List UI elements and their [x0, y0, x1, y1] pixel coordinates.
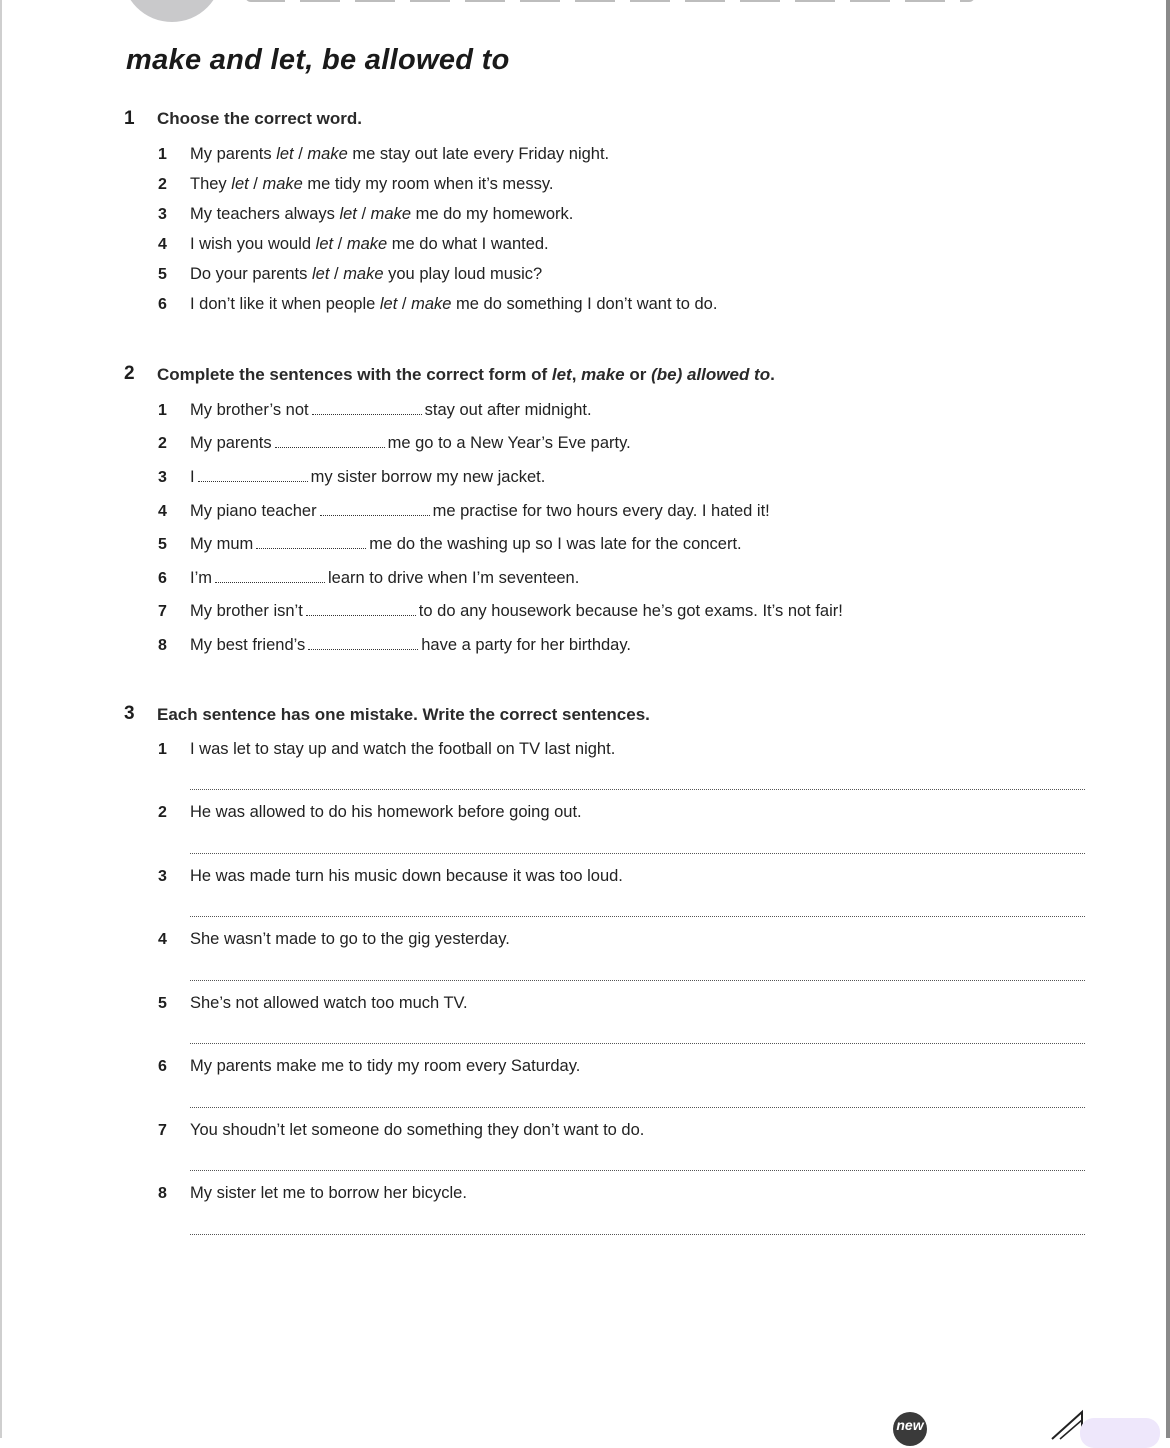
exercise-2-item — [158, 568, 579, 590]
answer-line[interactable] — [190, 853, 1085, 854]
item-number: 4 — [158, 503, 167, 520]
item-text: She wasn’t made to go to the gig yesterday. — [190, 930, 510, 948]
answer-blank[interactable] — [306, 601, 416, 616]
exercise-3-item — [158, 1184, 467, 1206]
exercise-2-item — [158, 467, 545, 489]
item-text: have a party for her birthday. — [421, 636, 631, 654]
item-text: stay out after midnight. — [424, 401, 592, 419]
option-separator: / — [293, 145, 308, 163]
item-number: 8 — [158, 637, 167, 654]
option-let[interactable]: let — [315, 235, 334, 253]
instruction-word-make: make — [581, 365, 625, 384]
item-text: learn to drive when I’m seventeen. — [328, 569, 580, 587]
item-text: My teachers always — [190, 205, 340, 223]
answer-line[interactable] — [190, 1234, 1085, 1235]
option-separator: / — [397, 295, 412, 313]
header-banner-cropped — [245, 0, 975, 2]
exercise-1-item — [158, 295, 717, 317]
item-text: You shoudn’t let someone do something they don’t want to do. — [190, 1121, 645, 1139]
option-let[interactable]: let — [231, 175, 249, 193]
instruction-word-allowed: (be) allowed to — [651, 365, 771, 384]
page-edge-right — [1166, 0, 1170, 1438]
item-number: 8 — [158, 1185, 167, 1202]
item-text: me do my homework. — [411, 205, 574, 223]
exercise-1-number: 1 — [124, 108, 135, 129]
item-number: 1 — [158, 146, 167, 163]
instruction-word-let: let — [551, 365, 572, 384]
item-text: me stay out late every Friday night. — [347, 145, 610, 163]
answer-line[interactable] — [190, 789, 1085, 790]
answer-line[interactable] — [190, 980, 1085, 981]
item-number: 6 — [158, 296, 167, 313]
option-separator: / — [248, 175, 263, 193]
answer-line[interactable] — [190, 1170, 1085, 1171]
answer-blank[interactable] — [320, 501, 430, 516]
item-text: I don’t like it when people — [190, 295, 380, 313]
item-number: 1 — [158, 402, 167, 419]
item-number: 5 — [158, 536, 167, 553]
exercise-2-item — [158, 433, 631, 455]
item-text: My parents make me to tidy my room every Saturday. — [190, 1057, 581, 1075]
answer-line[interactable] — [190, 1107, 1085, 1108]
item-text: He was allowed to do his homework before going out. — [190, 803, 582, 821]
instruction-text: Complete the sentences with the correct form of — [157, 365, 552, 384]
item-number: 1 — [158, 741, 167, 758]
item-text: My sister let me to borrow her bicycle. — [190, 1184, 467, 1202]
answer-line[interactable] — [190, 916, 1085, 917]
option-make[interactable]: make — [346, 235, 388, 253]
item-text: I — [190, 468, 195, 486]
item-text: My brother isn’t — [190, 602, 303, 620]
item-number: 2 — [158, 435, 167, 452]
exercise-2-item — [158, 635, 631, 657]
item-number: 5 — [158, 995, 167, 1012]
option-make[interactable]: make — [370, 205, 412, 223]
exercise-2-instruction — [157, 365, 775, 385]
answer-line[interactable] — [190, 1043, 1085, 1044]
item-text: me do the washing up so I was late for the concert. — [369, 535, 742, 553]
item-text: to do any housework because he’s got exams. It’s not fair! — [418, 602, 843, 620]
exercise-1-item — [158, 265, 542, 287]
item-number: 3 — [158, 206, 167, 223]
page-edge-left — [0, 0, 2, 1438]
option-make[interactable]: make — [411, 295, 452, 313]
item-text: me tidy my room when it’s messy. — [302, 175, 554, 193]
exercise-3-item — [158, 803, 582, 825]
exercise-3-item — [158, 930, 510, 952]
item-number: 6 — [158, 570, 167, 587]
item-text: I was let to stay up and watch the football on TV last night. — [190, 740, 616, 758]
item-text: My parents — [190, 434, 272, 452]
item-text: you play loud music? — [383, 265, 543, 283]
item-text: me do what I wanted. — [387, 235, 549, 253]
option-let[interactable]: let — [379, 295, 398, 313]
item-text: My best friend’s — [190, 636, 306, 654]
item-text: I wish you would — [190, 235, 316, 253]
exercise-2-number: 2 — [124, 363, 135, 384]
item-text: me go to a New Year’s Eve party. — [387, 434, 631, 452]
instruction-end: . — [770, 365, 775, 384]
exercise-3-item — [158, 1057, 580, 1079]
option-separator: / — [333, 235, 347, 253]
item-number: 2 — [158, 176, 167, 193]
new-badge: new — [893, 1412, 927, 1446]
item-number: 5 — [158, 266, 167, 283]
item-number: 4 — [158, 236, 167, 253]
item-text: He was made turn his music down because it was too loud. — [190, 867, 623, 885]
option-separator: / — [329, 265, 344, 283]
item-text: My brother’s not — [190, 401, 309, 419]
option-separator: / — [356, 205, 371, 223]
item-text: My parents — [190, 145, 277, 163]
item-text: She’s not allowed watch too much TV. — [190, 994, 468, 1012]
option-let[interactable]: let — [276, 145, 294, 163]
exercise-3-item — [158, 867, 623, 889]
item-number: 2 — [158, 804, 167, 821]
item-text: me practise for two hours every day. I hated it! — [432, 502, 770, 520]
answer-blank[interactable] — [275, 433, 385, 448]
exercise-3-item — [158, 740, 615, 762]
exercise-1-item — [158, 175, 553, 197]
option-make[interactable]: make — [343, 265, 384, 283]
exercise-3-item — [158, 994, 468, 1016]
item-text: They — [190, 175, 232, 193]
instruction-comma: , — [571, 365, 582, 384]
exercise-1-item — [158, 205, 573, 227]
exercise-1-instruction: Choose the correct word. — [157, 109, 362, 128]
item-text: My piano teacher — [190, 502, 317, 520]
option-make[interactable]: make — [307, 145, 348, 163]
exercise-2-item — [158, 601, 843, 623]
item-text: My mum — [190, 535, 254, 553]
item-number: 4 — [158, 931, 167, 948]
item-text: Do your parents — [190, 265, 312, 283]
answer-blank[interactable] — [256, 534, 366, 549]
answer-blank[interactable] — [308, 635, 418, 650]
option-let[interactable]: let — [339, 205, 357, 223]
exercise-3-number: 3 — [124, 703, 135, 724]
item-text: me do something I don’t want to do. — [451, 295, 718, 313]
item-number: 3 — [158, 469, 167, 486]
header-circle-decoration — [122, 0, 222, 22]
item-text: I’m — [190, 569, 212, 587]
exercise-1-item — [158, 145, 609, 167]
exercise-2-item — [158, 501, 770, 523]
answer-blank[interactable] — [215, 568, 325, 583]
answer-blank[interactable] — [198, 467, 308, 482]
exercise-3-item — [158, 1121, 644, 1143]
corner-decoration — [1080, 1418, 1160, 1448]
page-title: make and let, be allowed to — [126, 44, 510, 76]
item-number: 7 — [158, 603, 167, 620]
exercise-2-item — [158, 400, 592, 422]
answer-blank[interactable] — [312, 400, 422, 415]
item-number: 3 — [158, 868, 167, 885]
exercise-1-item — [158, 235, 549, 257]
exercise-2-item — [158, 534, 742, 556]
item-number: 7 — [158, 1122, 167, 1139]
option-make[interactable]: make — [262, 175, 303, 193]
item-number: 6 — [158, 1058, 167, 1075]
item-text: my sister borrow my new jacket. — [310, 468, 546, 486]
option-let[interactable]: let — [311, 265, 330, 283]
exercise-3-instruction: Each sentence has one mistake. Write the correct sentences. — [157, 705, 650, 724]
instruction-or: or — [624, 365, 652, 384]
